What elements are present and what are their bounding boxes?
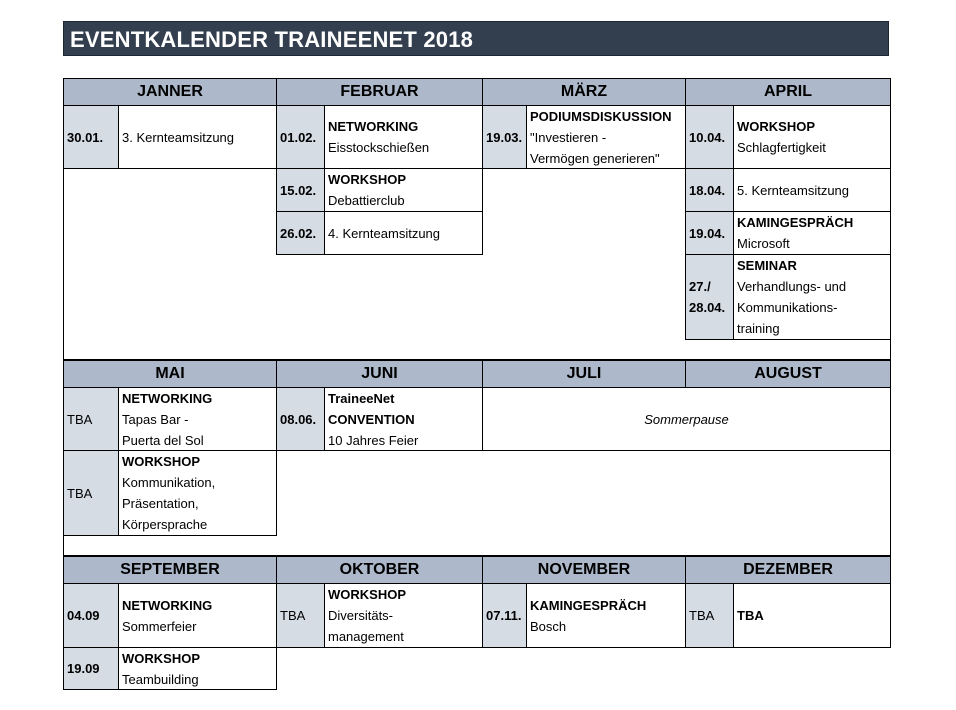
event-sep-1 — [63, 583, 277, 648]
event-may-1 — [63, 387, 277, 451]
event-date: 07.11. — [483, 584, 527, 647]
month-header-may: MAI — [63, 360, 277, 388]
event-type: WORKSHOP — [737, 119, 815, 134]
event-text: Schlagfertigkeit — [737, 140, 826, 155]
event-type: SEMINAR — [737, 258, 797, 273]
event-sep-2 — [63, 647, 277, 690]
event-type: KAMINGESPRÄCH — [737, 215, 854, 230]
event-date: TBA — [64, 388, 119, 450]
event-jan-1 — [63, 105, 277, 169]
month-header-aug: AUGUST — [685, 360, 891, 388]
event-text: Teambuilding — [122, 671, 199, 687]
event-text: "Investieren - — [530, 129, 607, 145]
event-date-end: 28.04. — [689, 300, 726, 315]
event-text: Bosch — [530, 618, 567, 634]
event-text: Körpersprache — [122, 517, 208, 532]
month-header-apr: APRIL — [685, 78, 891, 106]
month-header-nov: NOVEMBER — [482, 556, 686, 584]
event-date: 26.02. — [277, 212, 325, 254]
event-type: WORKSHOP — [328, 172, 406, 187]
event-text: Diversitäts- — [328, 608, 394, 623]
event-type: TraineeNet — [328, 390, 395, 406]
event-feb-2 — [276, 168, 483, 212]
event-text: Kommunikation, — [122, 475, 216, 490]
event-date: 18.04. — [686, 169, 734, 211]
event-type: TBA — [737, 608, 764, 623]
event-text: Microsoft — [737, 236, 790, 251]
event-date: 19.09 — [64, 648, 119, 689]
event-date-start: 27./ — [689, 279, 711, 294]
event-type: WORKSHOP — [122, 650, 200, 666]
event-date: TBA — [64, 451, 119, 535]
event-text: Debattierclub — [328, 193, 405, 208]
event-may-2 — [63, 450, 277, 536]
event-apr-2 — [685, 168, 891, 212]
event-mar-1 — [482, 105, 686, 169]
event-nov-1 — [482, 583, 686, 648]
event-text: management — [328, 629, 404, 644]
event-text: training — [737, 321, 780, 336]
event-apr-4 — [685, 254, 891, 340]
event-text: Präsentation, — [122, 496, 199, 511]
event-type: NETWORKING — [122, 390, 213, 406]
event-type: PODIUMSDISKUSSION — [530, 108, 672, 124]
event-date: 15.02. — [277, 169, 325, 211]
month-header-dec: DEZEMBER — [685, 556, 891, 584]
event-date: 19.04. — [686, 212, 734, 254]
month-header-jul: JULI — [482, 360, 686, 388]
event-date: TBA — [277, 584, 325, 647]
event-date: 08.06. — [277, 388, 325, 450]
event-apr-3 — [685, 211, 891, 255]
event-summer-break — [482, 387, 891, 451]
event-type: WORKSHOP — [328, 587, 406, 602]
month-header-sep: SEPTEMBER — [63, 556, 277, 584]
event-text: Verhandlungs- und — [737, 279, 847, 294]
event-apr-1 — [685, 105, 891, 169]
event-type: NETWORKING — [122, 597, 213, 613]
event-date — [686, 255, 734, 339]
event-text: Sommerfeier — [122, 618, 197, 634]
event-dec-1 — [685, 583, 891, 648]
event-date: 10.04. — [686, 106, 734, 168]
event-date: 30.01. — [64, 106, 119, 168]
event-text: Puerta del Sol — [122, 432, 204, 448]
event-type: KAMINGESPRÄCH — [530, 597, 647, 613]
event-feb-3 — [276, 211, 483, 255]
event-text: Kommunikations- — [737, 300, 838, 315]
event-date: 01.02. — [277, 106, 325, 168]
page-title: EVENTKALENDER TRAINEENET 2018 — [63, 21, 889, 56]
event-type: WORKSHOP — [122, 454, 200, 469]
event-text: 3. Kernteamsitzung — [122, 129, 235, 145]
month-header-jan: JANNER — [63, 78, 277, 106]
event-oct-1 — [276, 583, 483, 648]
event-date: 04.09 — [64, 584, 119, 647]
event-date: 19.03. — [483, 106, 527, 168]
month-header-jun: JUNI — [276, 360, 483, 388]
month-header-mar: MÄRZ — [482, 78, 686, 106]
event-text: 10 Jahres Feier — [328, 432, 419, 448]
month-header-oct: OKTOBER — [276, 556, 483, 584]
event-text: 5. Kernteamsitzung — [737, 182, 850, 198]
event-text: Tapas Bar - — [122, 411, 189, 427]
summer-break-label: Sommerpause — [644, 411, 729, 427]
event-type: CONVENTION — [328, 411, 415, 427]
event-date: TBA — [686, 584, 734, 647]
event-text: Eisstockschießen — [328, 140, 430, 155]
month-header-feb: FEBRUAR — [276, 78, 483, 106]
event-jun-1 — [276, 387, 483, 451]
event-type: NETWORKING — [328, 119, 419, 134]
event-text: 4. Kernteamsitzung — [328, 225, 441, 241]
event-text: Vermögen generieren" — [530, 150, 660, 166]
event-feb-1 — [276, 105, 483, 169]
